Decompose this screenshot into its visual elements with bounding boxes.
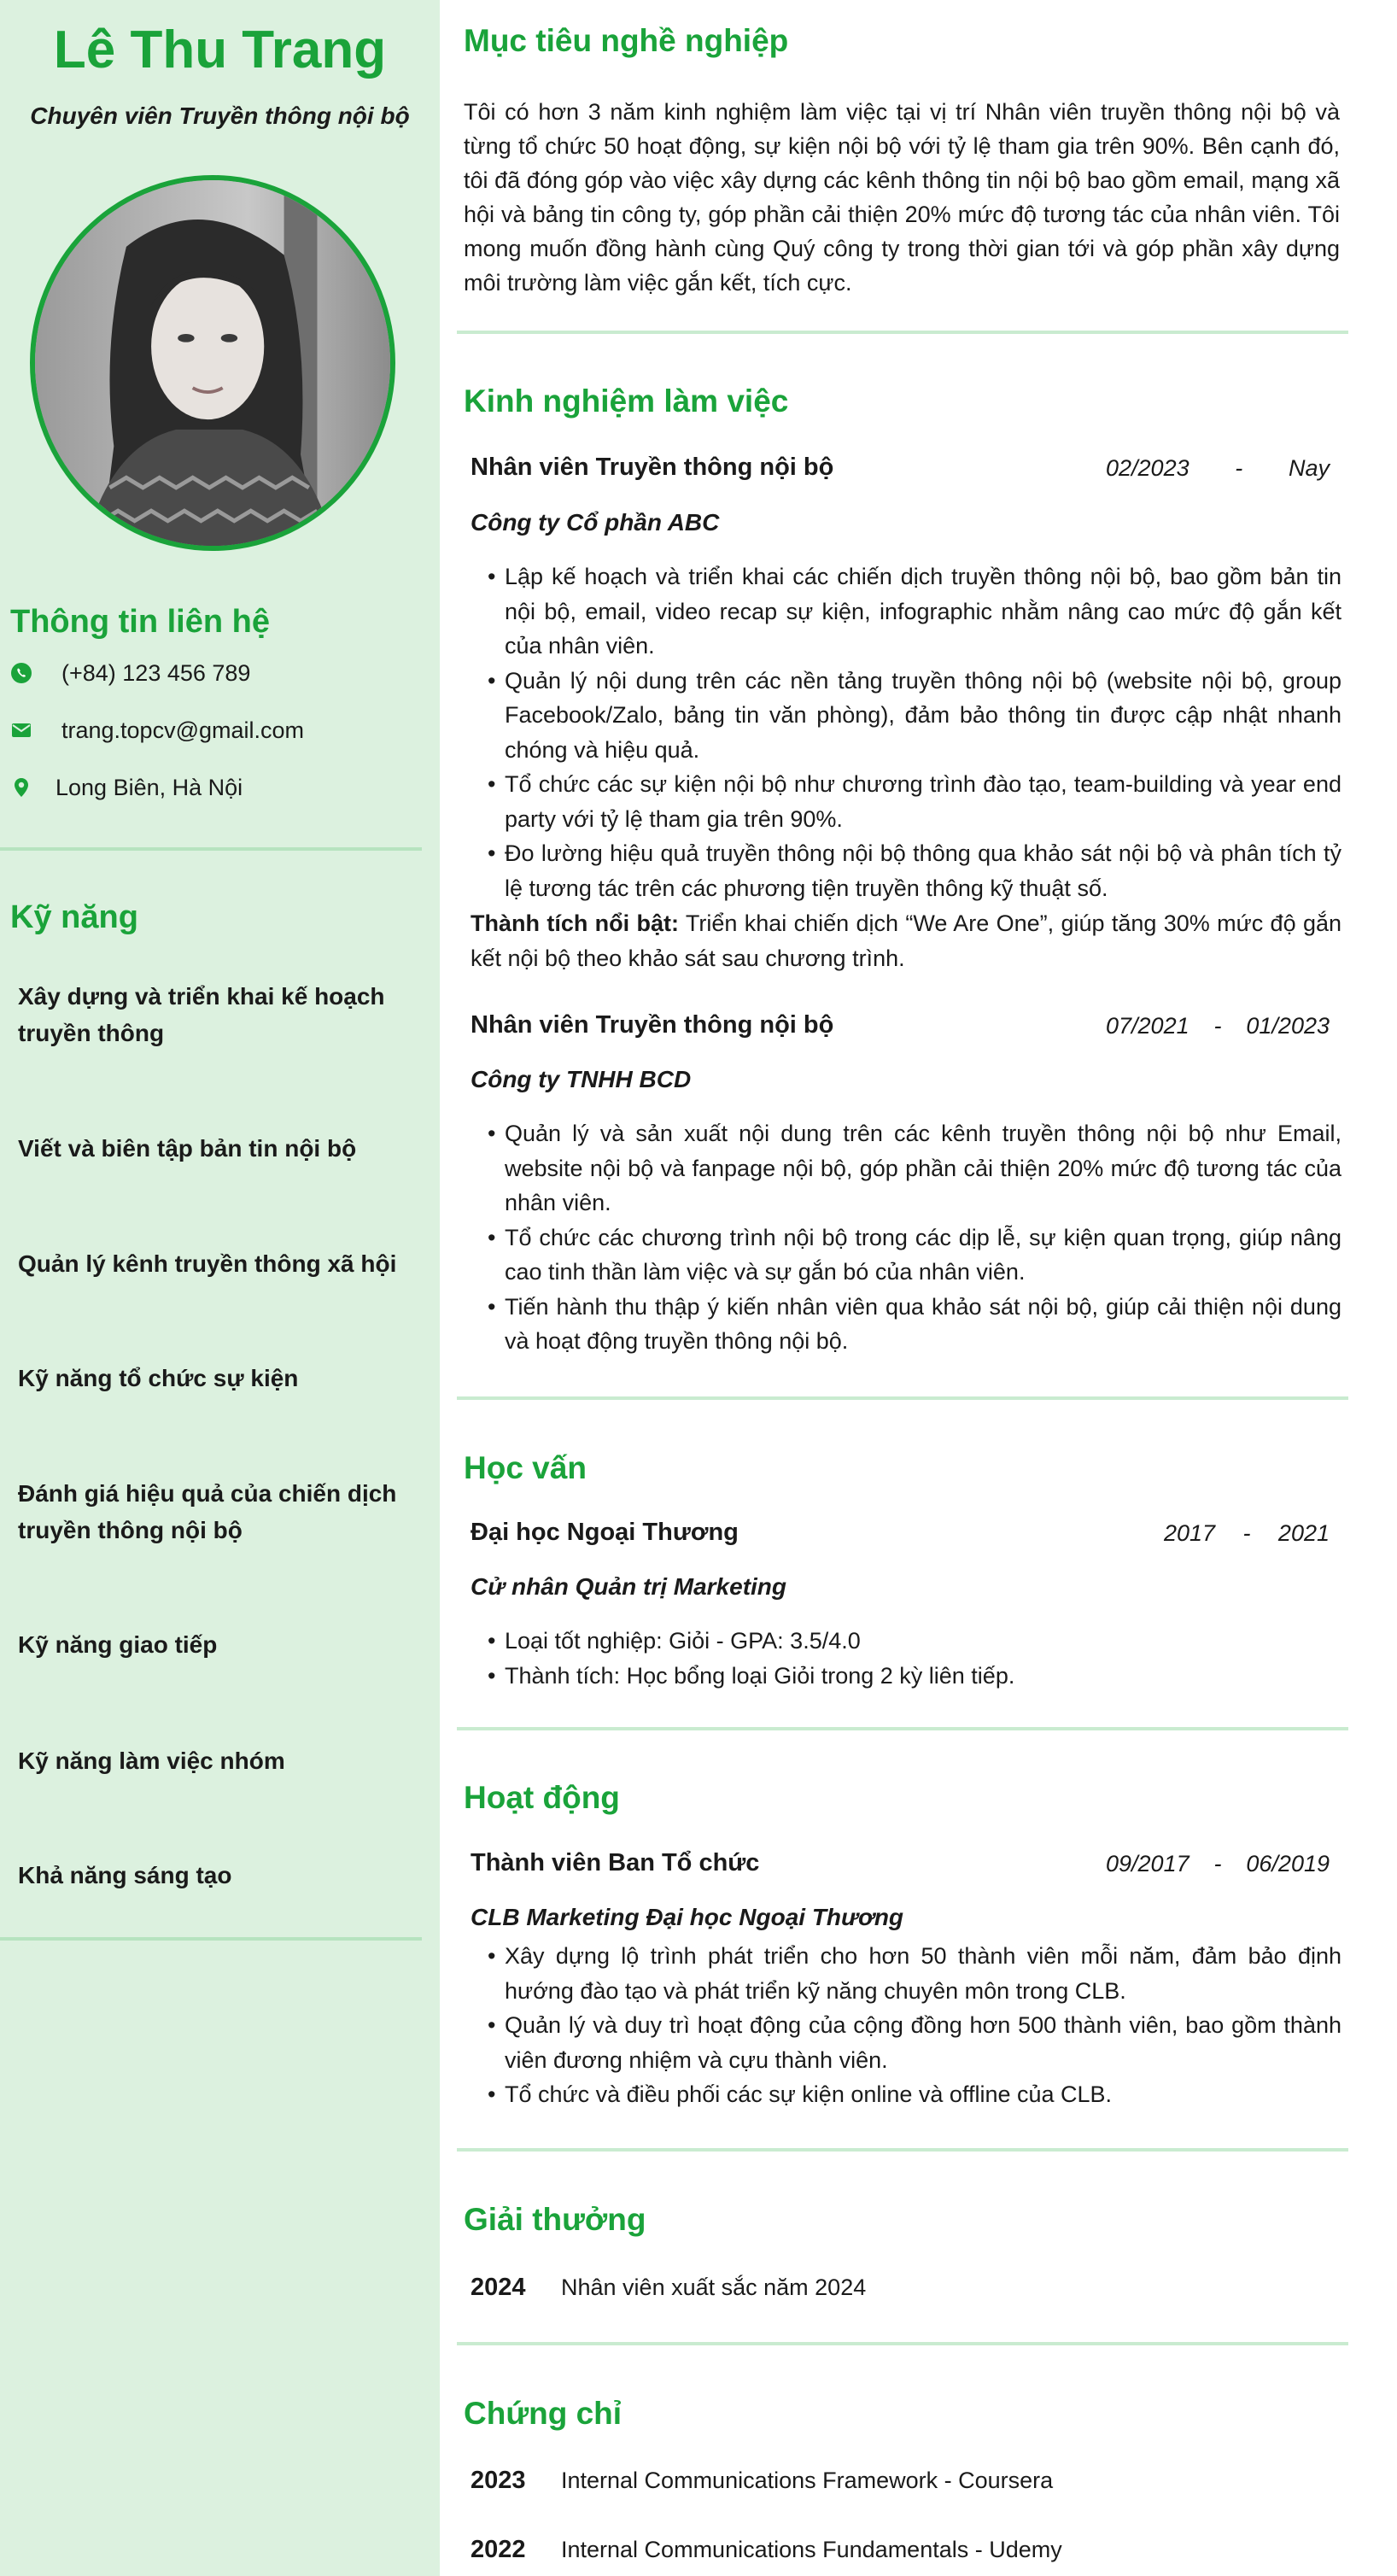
list-item: • Quản lý nội dung trên các nền tảng truyền thông nội bộ (website nội bộ, group Facebook/Zalo, bảng tin văn phòng), đảm bảo thông tin được cập nhật nhanh chóng và hiệu quả.	[471, 664, 1341, 768]
list-item: • Tổ chức các sự kiện nội bộ như chương trình đào tạo, team-building và year end party với tỷ lệ tham gia trên 90%.	[471, 767, 1341, 836]
list-item: • Đo lường hiệu quả truyền thông nội bộ thông qua khảo sát nội bộ và phân tích tỷ lệ tương tác trên các phương tiện truyền thông kỹ thuật số.	[471, 836, 1341, 905]
section-divider	[457, 1727, 1348, 1730]
job-title: Nhân viên Truyền thông nội bộ	[471, 1011, 834, 1039]
activity-start: 09/2017	[1106, 1851, 1189, 1876]
education-dates	[1164, 1516, 1330, 1550]
education-end: 2021	[1277, 1520, 1330, 1546]
activity-bullets	[471, 1939, 1341, 2112]
contact-heading: Thông tin liên hệ	[10, 604, 270, 640]
job-end: 01/2023	[1246, 1013, 1330, 1039]
activity-org: CLB Marketing Đại học Ngoại Thương	[471, 1904, 904, 1930]
certificate-name: Internal Communications Framework - Coursera	[561, 2467, 1054, 2493]
company-name: Công ty TNHH BCD	[471, 1066, 692, 1092]
job-title: Nhân viên Truyền thông nội bộ	[471, 454, 834, 481]
section-divider	[457, 2342, 1348, 2345]
avatar-photo-icon	[35, 180, 390, 546]
list-item: • Loại tốt nghiệp: Giỏi - GPA: 3.5/4.0	[471, 1624, 1341, 1659]
achievement-label: Thành tích nổi bật:	[471, 910, 680, 936]
skill-item: Đánh giá hiệu quả của chiến dịch truyền thông nội bộ	[18, 1480, 397, 1543]
contact-email	[10, 713, 304, 747]
skill-item: Viết và biên tập bản tin nội bộ	[18, 1135, 357, 1162]
company-name: Công ty Cổ phần ABC	[471, 509, 720, 536]
skill-item: Khả năng sáng tạo	[18, 1862, 232, 1888]
section-divider	[457, 1396, 1348, 1400]
skill-item: Xây dựng và triển khai kế hoạch truyền thông	[18, 983, 385, 1046]
award-name: Nhân viên xuất sắc năm 2024	[561, 2274, 867, 2300]
skill-item: Kỹ năng tổ chức sự kiện	[18, 1365, 299, 1391]
date-separator: -	[1235, 455, 1243, 481]
sidebar-divider	[0, 1937, 422, 1941]
job-dates	[1106, 451, 1330, 485]
job-dates	[1106, 1009, 1330, 1043]
envelope-icon	[10, 719, 32, 741]
education-start: 2017	[1164, 1520, 1216, 1546]
list-item: • Quản lý và duy trì hoạt động của cộng đồng hơn 500 thành viên, bao gồm thành viên đương nhiệm và cựu thành viên.	[471, 2008, 1341, 2077]
map-pin-icon	[10, 776, 32, 799]
school-name: Đại học Ngoại Thương	[471, 1519, 739, 1546]
list-item: • Lập kế hoạch và triển khai các chiến dịch truyền thông nội bộ, bao gồm bản tin nội bộ, email, video recap sự kiện, infographic nhằm nâng cao mức độ gắn kết của nhân viên.	[471, 559, 1341, 664]
activity-role: Thành viên Ban Tổ chức	[471, 1849, 760, 1876]
skill-item: Quản lý kênh truyền thông xã hội	[18, 1250, 397, 1277]
section-divider	[457, 331, 1348, 334]
contact-phone-text[interactable]: (+84) 123 456 789	[61, 659, 251, 686]
certificate-year: 2023	[471, 2466, 526, 2494]
candidate-title: Chuyên viên Truyền thông nội bộ	[30, 102, 410, 129]
skill-item: Kỹ năng giao tiếp	[18, 1631, 218, 1658]
objective-text: Tôi có hơn 3 năm kinh nghiệm làm việc tại vị trí Nhân viên truyền thông nội bộ và từng tổ chức 50 hoạt động, sự kiện nội bộ với tỷ lệ tham gia trên 90%. Bên cạnh đó, tôi đã đóng góp vào việc xây dựng các kênh thông tin nội bộ bao gồm email, mạng xã hội và bảng tin công ty, góp phần cải thiện 20% mức độ tương tác của nhân viên. Tôi mong muốn đồng hành cùng Quý công ty trong thời gian tới và góp phần xây dựng môi trường làm việc gắn kết, tích cực.	[464, 99, 1340, 296]
education-heading: Học vấn	[464, 1450, 587, 1485]
list-item: • Tổ chức và điều phối các sự kiện online và offline của CLB.	[471, 2077, 1341, 2112]
candidate-name: Lê Thu Trang	[53, 20, 387, 79]
activity-end: 06/2019	[1246, 1851, 1330, 1876]
contact-address	[10, 770, 243, 805]
objective-heading: Mục tiêu nghề nghiệp	[464, 23, 789, 58]
date-separator: -	[1213, 1851, 1222, 1876]
sidebar-divider	[0, 847, 422, 851]
award-item	[471, 2270, 866, 2304]
skill-item: Kỹ năng làm việc nhóm	[18, 1748, 285, 1774]
job-start: 02/2023	[1106, 455, 1189, 481]
certificate-name: Internal Communications Fundamentals - Udemy	[561, 2536, 1062, 2562]
certificate-item	[471, 2532, 1062, 2567]
list-item: • Tổ chức các chương trình nội bộ trong các dịp lễ, sự kiện quan trọng, giúp nâng cao tinh thần làm việc và sự gắn bó của nhân viên.	[471, 1221, 1341, 1290]
job-end: Nay	[1288, 455, 1330, 481]
activity-dates	[1106, 1847, 1330, 1881]
education-bullets	[471, 1624, 1341, 1693]
date-separator: -	[1242, 1520, 1251, 1546]
certificate-item	[471, 2463, 1053, 2497]
date-separator: -	[1213, 1013, 1222, 1039]
achievement-text: Triển khai chiến dịch “We Are One”, giúp tăng 30% mức độ gắn kết nội bộ theo khảo sát sau chương trình.	[471, 910, 1341, 971]
job-start: 07/2021	[1106, 1013, 1189, 1039]
contact-address-text: Long Biên, Hà Nội	[56, 774, 243, 800]
main-content	[440, 0, 1397, 2576]
activities-heading: Hoạt động	[464, 1780, 620, 1815]
job-bullets	[471, 1116, 1341, 1359]
sidebar	[0, 0, 440, 2576]
award-year: 2024	[471, 2273, 526, 2301]
list-item: • Quản lý và sản xuất nội dung trên các kênh truyền thông nội bộ như Email, website nội bộ và fanpage nội bộ, góp phần cải thiện 20% mức độ tương tác của nhân viên.	[471, 1116, 1341, 1221]
awards-heading: Giải thưởng	[464, 2202, 646, 2237]
job-bullets	[471, 559, 1341, 905]
degree-name: Cử nhân Quản trị Marketing	[471, 1573, 787, 1600]
list-item: • Xây dựng lộ trình phát triển cho hơn 50 thành viên mỗi năm, đảm bảo định hướng đào tạo và phát triển kỹ năng chuyên môn trong CLB.	[471, 1939, 1341, 2008]
job-achievement	[471, 906, 1341, 975]
avatar	[30, 175, 395, 551]
skills-heading: Kỹ năng	[10, 899, 138, 935]
contact-email-text[interactable]: trang.topcv@gmail.com	[61, 717, 305, 743]
section-divider	[457, 2148, 1348, 2152]
list-item: • Tiến hành thu thập ý kiến nhân viên qua khảo sát nội bộ, giúp cải thiện nội dung và hoạt động truyền thông nội bộ.	[471, 1290, 1341, 1359]
phone-icon	[10, 662, 32, 684]
certificates-heading: Chứng chỉ	[464, 2396, 623, 2431]
experience-heading: Kinh nghiệm làm việc	[464, 383, 789, 419]
list-item: • Thành tích: Học bổng loại Giỏi trong 2 kỳ liên tiếp.	[471, 1659, 1341, 1694]
contact-phone	[10, 656, 250, 690]
certificate-year: 2022	[471, 2535, 526, 2563]
